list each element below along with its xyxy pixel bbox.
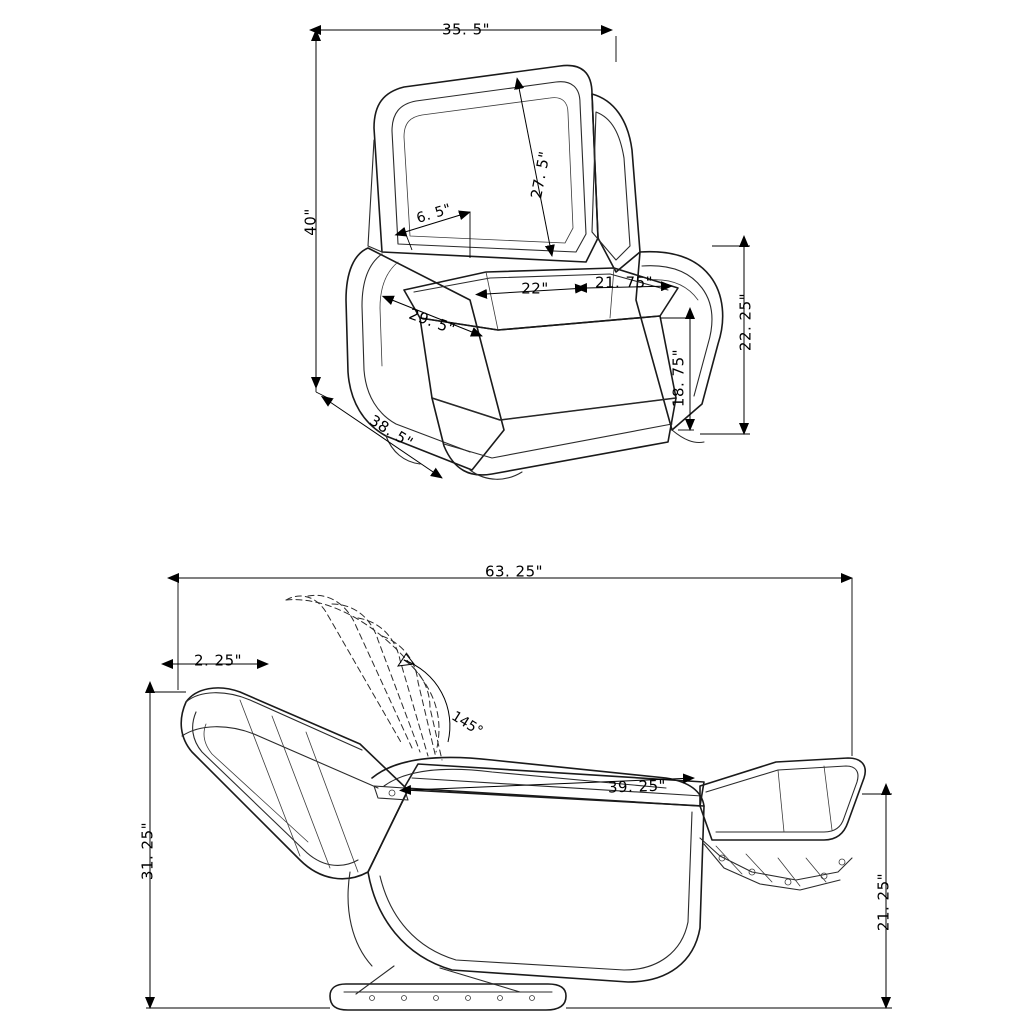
dim-seat-to-footrest: 39. 25"	[607, 776, 667, 797]
dim-overall-width: 35. 5"	[441, 20, 491, 39]
dim-seat-depth: 29. 5"	[406, 304, 458, 339]
dim-inner-seat-width: 21. 75"	[594, 273, 654, 292]
dim-arm-height: 22. 25"	[736, 292, 755, 352]
dim-seat-width: 22"	[521, 279, 549, 298]
reclined-recliner-illustration	[181, 595, 865, 1010]
dim-recline-angle: 145°	[448, 708, 486, 740]
dim-arm-thickness: 6. 5"	[414, 201, 454, 227]
dim-reclined-length: 63. 25"	[484, 562, 544, 581]
upright-recliner-illustration	[346, 65, 723, 479]
dim-overall-depth: 38. 5"	[366, 411, 417, 452]
dim-overall-height: 40"	[301, 208, 320, 236]
dim-wall-clearance: 2. 25"	[193, 651, 243, 670]
dim-seat-height: 18. 75"	[669, 348, 688, 408]
dim-back-cushion-height: 27. 5"	[527, 149, 554, 201]
dim-reclined-height: 31. 25"	[138, 821, 157, 881]
dim-footrest-height: 21. 25"	[874, 872, 893, 932]
